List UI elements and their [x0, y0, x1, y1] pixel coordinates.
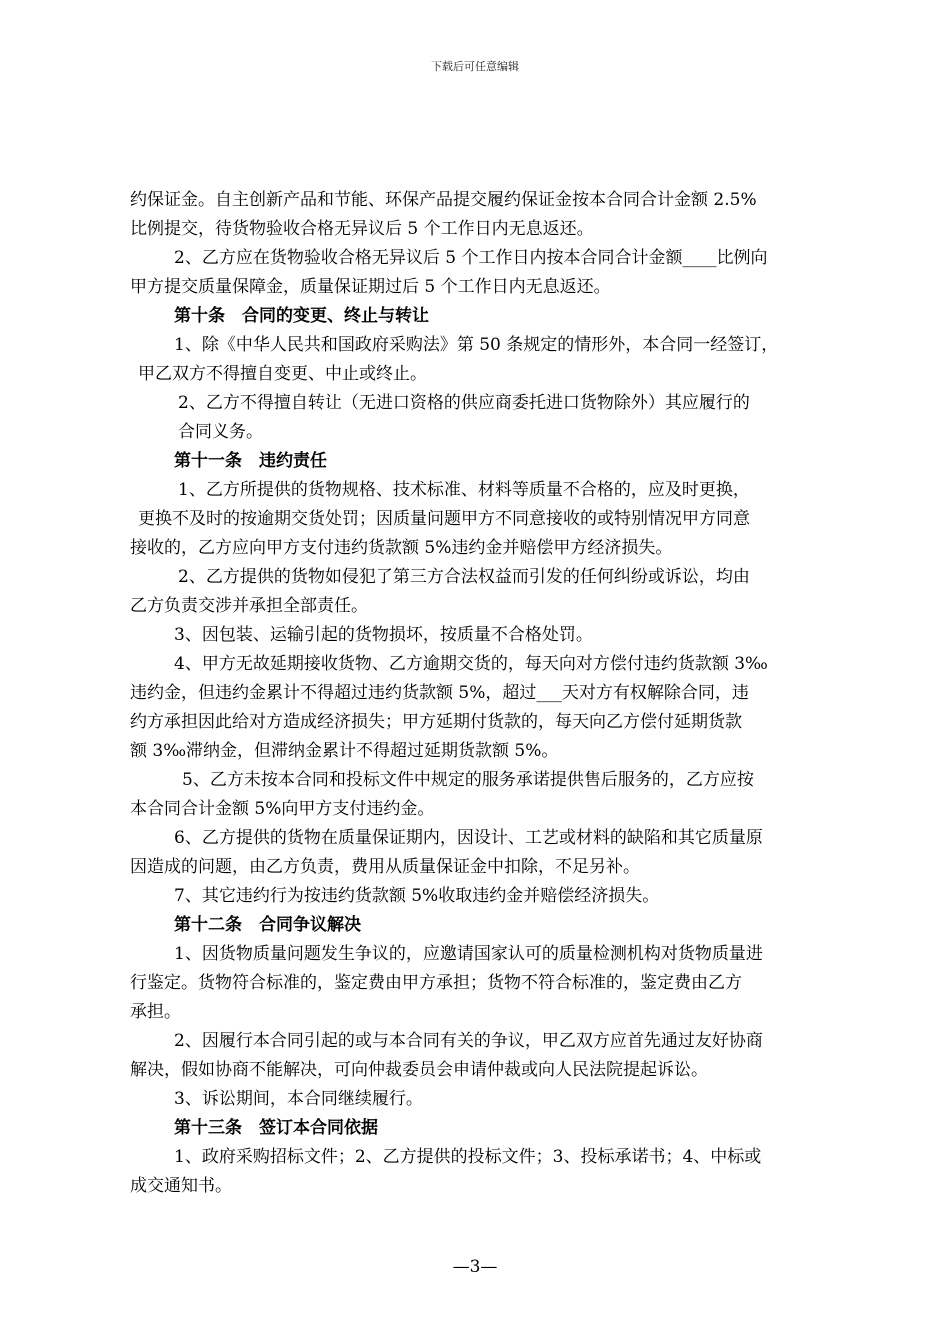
text-line: 额 3‰滞纳金，但滞纳金累计不得超过延期货款额 5%。	[130, 741, 559, 761]
text-line: 1、因货物质量问题发生争议的，应邀请国家认可的质量检测机构对货物质量进	[174, 944, 763, 964]
text-line: 2、乙方应在货物验收合格无异议后 5 个工作日内按本合同合计金额____比例向	[174, 248, 768, 268]
text-line: 2、因履行本合同引起的或与本合同有关的争议，甲乙双方应首先通过友好协商	[174, 1031, 763, 1051]
text-line: 约方承担因此给对方造成经济损失；甲方延期付货款的，每天向乙方偿付延期货款	[130, 712, 742, 732]
text-line: 2、乙方提供的货物如侵犯了第三方合法权益而引发的任何纠纷或诉讼，均由	[178, 567, 750, 587]
page-number: —3—	[452, 1257, 498, 1277]
text-line: 约保证金。自主创新产品和节能、环保产品提交履约保证金按本合同合计金额 2.5%	[130, 190, 757, 210]
text-line: 承担。	[130, 1002, 181, 1022]
text-line: 比例提交，待货物验收合格无异议后 5 个工作日内无息返还。	[130, 219, 594, 239]
text-line: 乙方负责交涉并承担全部责任。	[130, 596, 368, 616]
text-line: 合同义务。	[178, 422, 263, 442]
document-body	[130, 186, 842, 1201]
section-heading: 第十二条 合同争议解决	[174, 915, 361, 935]
text-line: 3、因包装、运输引起的货物损坏，按质量不合格处罚。	[174, 625, 593, 645]
text-line: 1、政府采购招标文件；2、乙方提供的投标文件；3、投标承诺书；4、中标或	[174, 1147, 762, 1167]
text-line: 6、乙方提供的货物在质量保证期内，因设计、工艺或材料的缺陷和其它质量原	[174, 828, 763, 848]
text-line: 3、诉讼期间，本合同继续履行。	[174, 1089, 423, 1109]
text-line: 1、除《中华人民共和国政府采购法》第 50 条规定的情形外，本合同一经签订，	[174, 335, 779, 355]
text-line: 因造成的问题，由乙方负责，费用从质量保证金中扣除，不足另补。	[130, 857, 640, 877]
text-line: 5、乙方未按本合同和投标文件中规定的服务承诺提供售后服务的，乙方应按	[182, 770, 754, 790]
text-line: 行鉴定。货物符合标准的，鉴定费由甲方承担；货物不符合标准的，鉴定费由乙方	[130, 973, 742, 993]
text-line: 4、甲方无故延期接收货物、乙方逾期交货的，每天向对方偿付违约货款额 3‰	[174, 654, 768, 674]
text-line: 违约金，但违约金累计不得超过违约货款额 5%，超过___天对方有权解除合同，违	[130, 683, 749, 703]
text-line: 接收的，乙方应向甲方支付违约货款额 5%违约金并赔偿甲方经济损失。	[130, 538, 673, 558]
page-header: 下载后可任意编辑	[431, 60, 519, 73]
text-line: 7、其它违约行为按违约货款额 5%收取违约金并赔偿经济损失。	[174, 886, 660, 906]
text-line: 1、乙方所提供的货物规格、技术标准、材料等质量不合格的，应及时更换，	[178, 480, 750, 500]
text-line: 2、乙方不得擅自转让（无进口资格的供应商委托进口货物除外）其应履行的	[178, 393, 750, 413]
text-line: 甲乙双方不得擅自变更、中止或终止。	[138, 364, 427, 384]
text-line: 更换不及时的按逾期交货处罚；因质量问题甲方不同意接收的或特别情况甲方同意	[138, 509, 750, 529]
text-line: 甲方提交质量保障金，质量保证期过后 5 个工作日内无息返还。	[130, 277, 611, 297]
text-line: 成交通知书。	[130, 1176, 232, 1196]
section-heading: 第十条 合同的变更、终止与转让	[174, 306, 429, 326]
text-line: 解决，假如协商不能解决，可向仲裁委员会申请仲裁或向人民法院提起诉讼。	[130, 1060, 708, 1080]
text-line: 本合同合计金额 5%向甲方支付违约金。	[130, 799, 435, 819]
section-heading: 第十三条 签订本合同依据	[174, 1118, 378, 1138]
section-heading: 第十一条 违约责任	[174, 451, 327, 471]
